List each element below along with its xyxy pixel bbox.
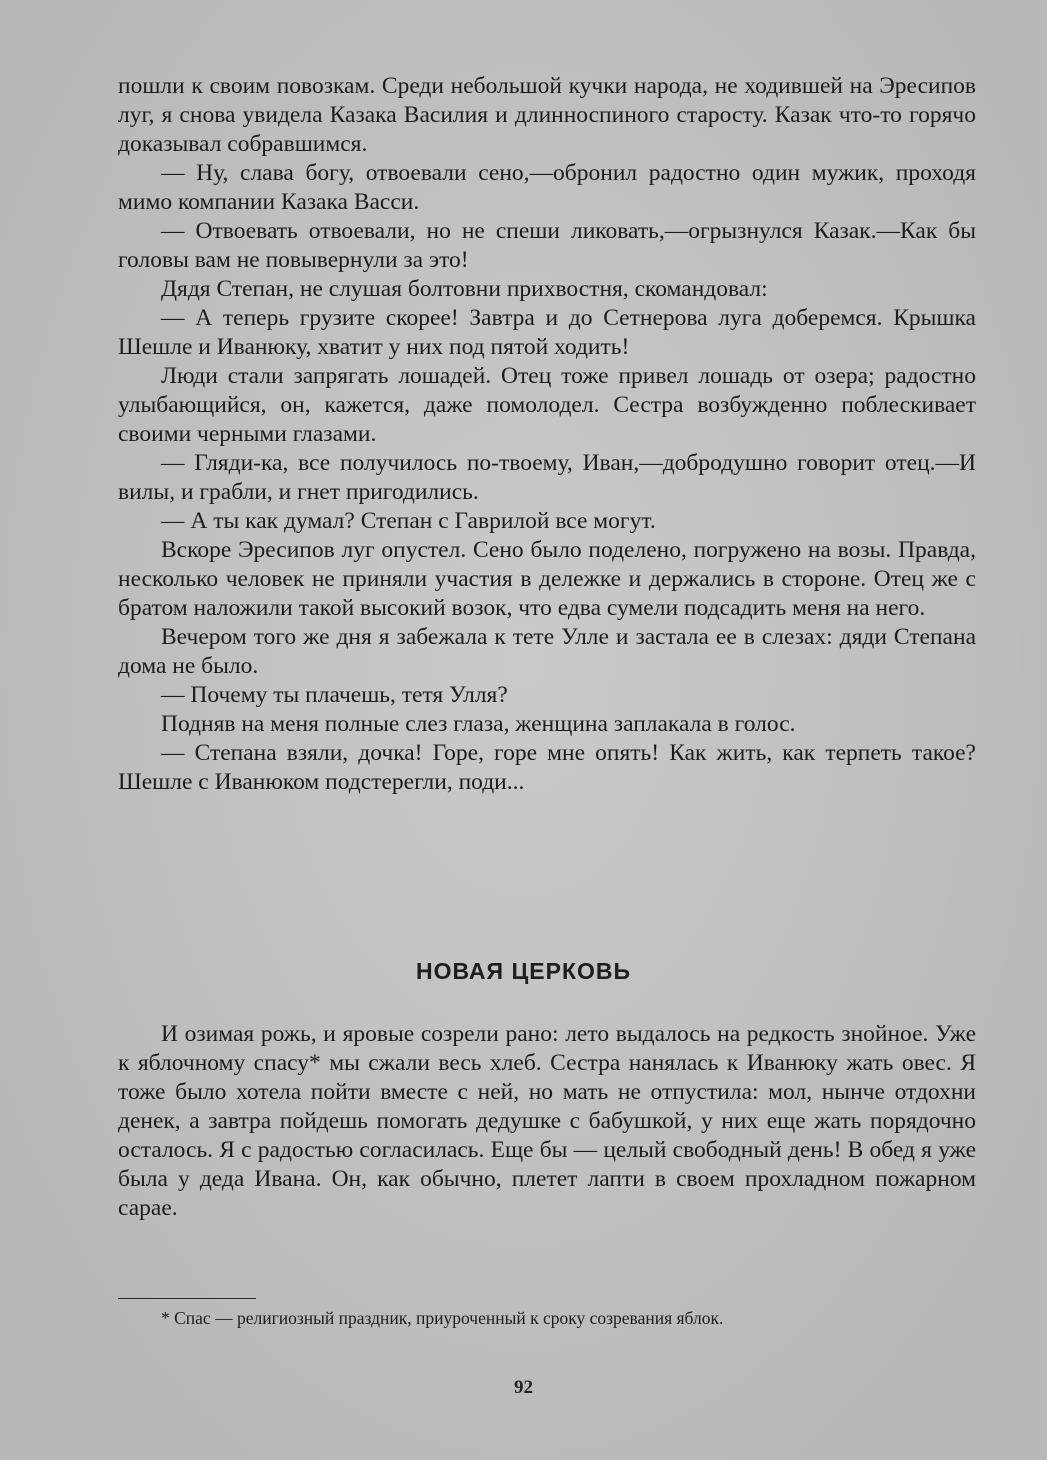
footnote-divider [118, 1298, 256, 1299]
paragraph: И озимая рожь, и яровые созрели рано: лето выдалось на редкость знойное. Уже к яблочному спасу* мы сжали весь хлеб. Сестра нанялась к Иванюку жать овес. Я тоже было хотела пойти вместе с ней, но мать не отпустила: мол, нынче отдохни денек, а завтра пойдешь помогать дедушке с бабушкой, у них еще жать порядочно осталось. Я с радостью согласилась. Еще бы — целый свободный день! В обед я уже была у деда Ивана. Он, как обычно, плетет лапти в своем прохладном пожарном сарае. [118, 1021, 976, 1221]
footnote [118, 1306, 976, 1330]
paragraph: — Гляди-ка, все получилось по-твоему, Иван,—добродушно говорит отец.—И вилы, и грабли, и гнет пригодились. [118, 450, 976, 505]
paragraph: пошли к своим повозкам. Среди небольшой кучки народа, не ходившей на Эресипов луг, я снова увидела Казака Василия и длинноспиного старосту. Казак что-то горячо доказывал собравшимся. [118, 73, 976, 157]
paragraph: Вскоре Эресипов луг опустел. Сено было поделено, погружено на возы. Правда, несколько человек не приняли участия в дележке и держались в стороне. Отец же с братом наложили такой высокий возок, что едва сумели подсадить меня на него. [118, 537, 976, 621]
paragraph: Люди стали запрягать лошадей. Отец тоже привел лошадь от озера; радостно улыбающийся, он, кажется, даже помолодел. Сестра возбужденно поблескивает своими черными глазами. [118, 363, 976, 447]
paragraph: — Ну, слава богу, отвоевали сено,—обронил радостно один мужик, проходя мимо компании Казака Васси. [118, 160, 976, 215]
paragraph: — А теперь грузите скорее! Завтра и до Сетнерова луга доберемся. Крышка Шешле и Иванюку, хватит у них под пятой ходить! [118, 305, 976, 360]
paragraph: Дядя Степан, не слушая болтовни прихвостня, скомандовал: [161, 276, 768, 302]
paragraph: Вечером того же дня я забежала к тете Улле и застала ее в слезах: дяди Степана дома не было. [118, 624, 976, 679]
chapter-title: НОВАЯ ЦЕРКОВЬ [415, 958, 632, 984]
footnote-text: * Спас — религиозный праздник, приуроченный к сроку созревания яблок. [161, 1308, 724, 1328]
paragraph: — Степана взяли, дочка! Горе, горе мне опять! Как жить, как терпеть такое? Шешле с Иванюком подстерегли, поди... [118, 740, 976, 795]
paragraph: — Отвоевать отвоевали, но не спеши ликовать,—огрызнулся Казак.—Как бы головы вам не повывернули за это! [118, 218, 976, 273]
paragraph: — Почему ты плачешь, тетя Улля? [161, 682, 508, 708]
paragraph: Подняв на меня полные слез глаза, женщина заплакала в голос. [161, 711, 796, 737]
paragraph: — А ты как думал? Степан с Гаврилой все могут. [161, 508, 656, 534]
page-number: 92 [514, 1377, 533, 1398]
chapter-text [118, 1020, 976, 1223]
main-text [118, 72, 976, 797]
